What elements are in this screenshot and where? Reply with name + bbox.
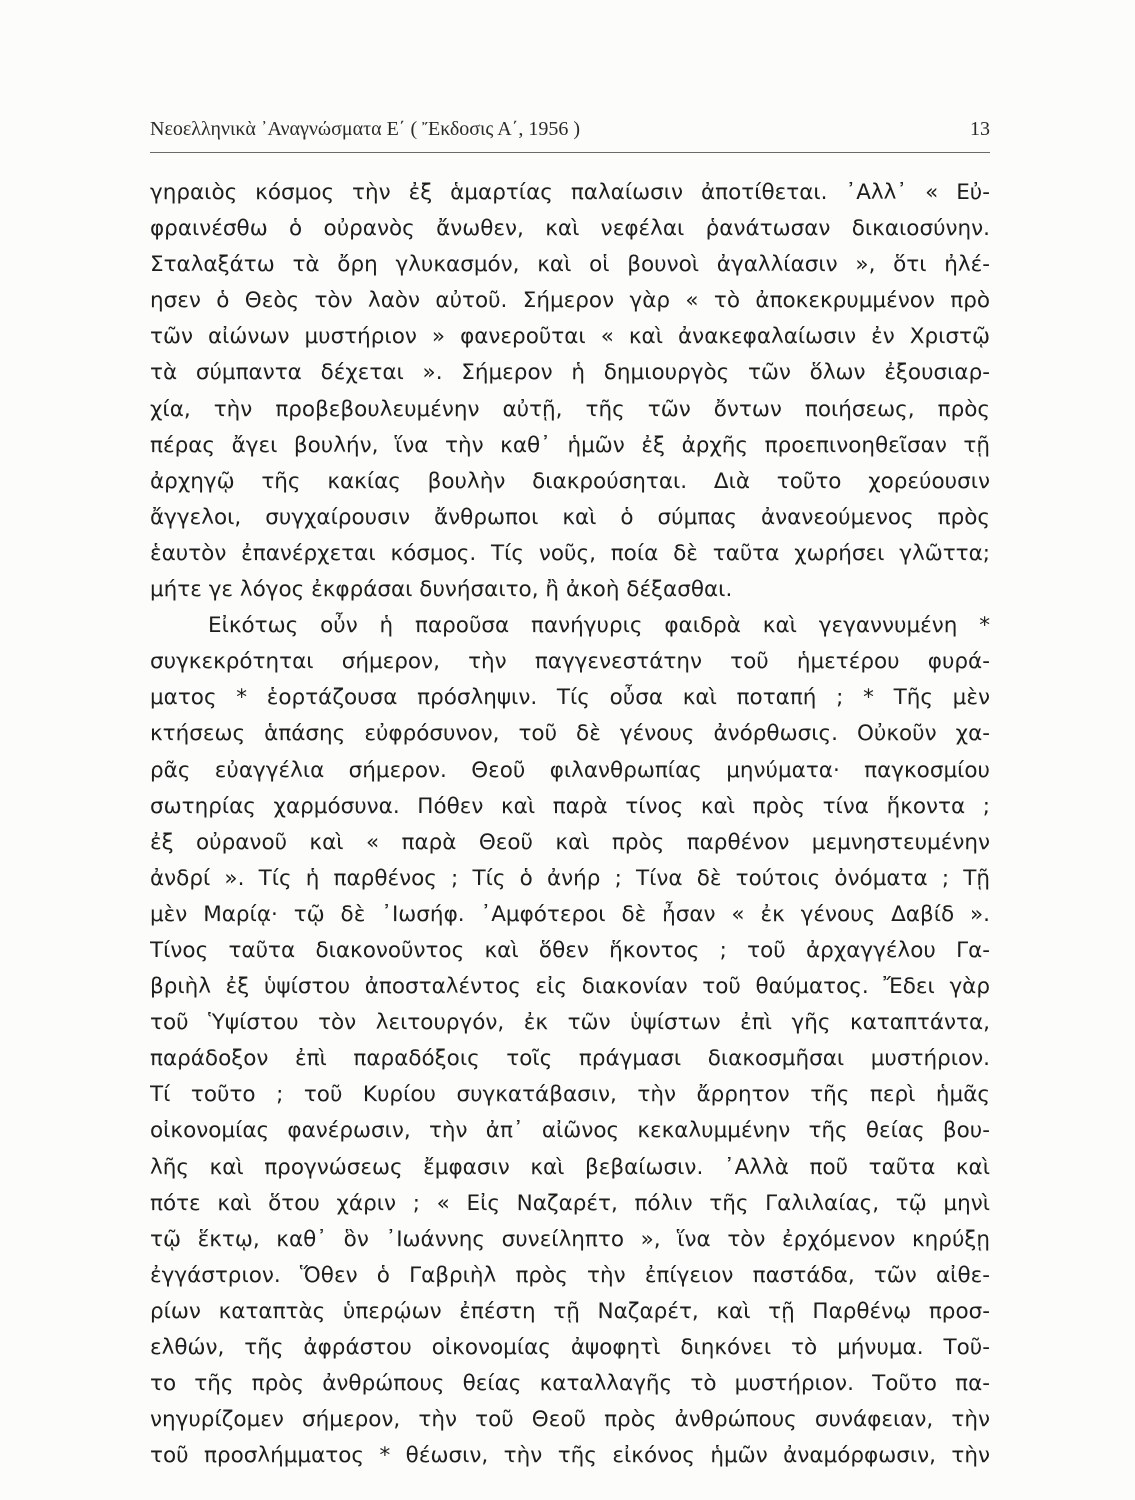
text-line: ἀνδρί ». Τίς ἡ παρθένος ; Τίς ὁ ἀνήρ ; Τίνα δὲ τούτοις ὀνόματα ; Τῇ bbox=[150, 865, 990, 891]
text-line: ματος * ἑορτάζουσα πρόσληψιν. Τίς οὖσα καὶ ποταπή ; * Τῆς μὲν bbox=[150, 685, 990, 711]
text-line: ἄγγελοι, συγχαίρουσιν ἄνθρωποι καὶ ὁ σύμπας ἀνανεούμενος πρὸς bbox=[150, 504, 990, 530]
text-line: λῆς καὶ προγνώσεως ἔμφασιν καὶ βεβαίωσιν. ᾿Αλλὰ ποῦ ταῦτα καὶ bbox=[150, 1154, 990, 1180]
text-line: Εἰκότως οὖν ἡ παροῦσα πανήγυρις φαιδρὰ καὶ γεγαννυμένη * bbox=[208, 613, 990, 639]
text-line: χία, τὴν προβεβουλευμένην αὐτῇ, τῆς τῶν ὄντων ποιήσεως, πρὸς bbox=[150, 396, 990, 422]
text-line: τοῦ Ὑψίστου τὸν λειτουργόν, ἐκ τῶν ὑψίστων ἐπὶ γῆς καταπτάντα, bbox=[150, 1010, 990, 1036]
running-header bbox=[150, 118, 990, 154]
text-line: τῷ ἕκτῳ, καθ᾿ ὃν ᾿Ιωάννης συνείληπτο », ἵνα τὸν ἐρχόμενον κηρύξῃ bbox=[150, 1226, 990, 1252]
running-header-title: Νεοελληνικὰ ᾿Αναγνώσματα Ε΄ ( Ἔκδοσις Α΄, 1956 ) bbox=[150, 118, 581, 140]
text-line: Σταλαξάτω τὰ ὄρη γλυκασμόν, καὶ οἱ βουνοὶ ἀγαλλίασιν », ὅτι ἠλέ- bbox=[150, 252, 990, 278]
text-line: οἰκονομίας φανέρωσιν, τὴν ἀπ᾿ αἰῶνος κεκαλυμμένην τῆς θείας βου- bbox=[150, 1118, 990, 1144]
text-line: μὲν Μαρίᾳ· τῷ δὲ ᾿Ιωσήφ. ᾿Αμφότεροι δὲ ἦσαν « ἐκ γένους Δαβίδ ». bbox=[150, 901, 990, 927]
text-line: βριὴλ ἐξ ὑψίστου ἀποσταλέντος εἰς διακονίαν τοῦ θαύματος. Ἔδει γὰρ bbox=[150, 974, 990, 1000]
text-line: ἐγγάστριον. Ὅθεν ὁ Γαβριὴλ πρὸς τὴν ἐπίγειον παστάδα, τῶν αἰθε- bbox=[150, 1262, 990, 1288]
text-line: παράδοξον ἐπὶ παραδόξοις τοῖς πράγμασι διακοσμῆσαι μυστήριον. bbox=[150, 1046, 990, 1072]
body-text bbox=[150, 175, 990, 1474]
text-line: νηγυρίζομεν σήμερον, τὴν τοῦ Θεοῦ πρὸς ἀνθρώπους συνάφειαν, τὴν bbox=[150, 1407, 990, 1433]
text-line: πέρας ἄγει βουλήν, ἵνα τὴν καθ᾿ ἡμῶν ἐξ ἀρχῆς προεπινοηθεῖσαν τῇ bbox=[150, 432, 990, 458]
text-line: φραινέσθω ὁ οὐρανὸς ἄνωθεν, καὶ νεφέλαι ῥανάτωσαν δικαιοσύνην. bbox=[150, 216, 990, 242]
text-line: κτήσεως ἁπάσης εὐφρόσυνον, τοῦ δὲ γένους ἀνόρθωσις. Οὐκοῦν χα- bbox=[150, 721, 990, 747]
text-line: σωτηρίας χαρμόσυνα. Πόθεν καὶ παρὰ τίνος καὶ πρὸς τίνα ἥκοντα ; bbox=[150, 793, 990, 819]
text-line: το τῆς πρὸς ἀνθρώπους θείας καταλλαγῆς τὸ μυστήριον. Τοῦτο πα- bbox=[150, 1371, 990, 1397]
text-line: Τίνος ταῦτα διακονοῦντος καὶ ὅθεν ἥκοντος ; τοῦ ἀρχαγγέλου Γα- bbox=[150, 937, 990, 963]
text-line: ελθών, τῆς ἀφράστου οἰκονομίας ἀψοφητὶ διηκόνει τὸ μήνυμα. Τοῦ- bbox=[150, 1335, 990, 1360]
text-line: Τί τοῦτο ; τοῦ Κυρίου συγκατάβασιν, τὴν ἄρρητον τῆς περὶ ἡμᾶς bbox=[150, 1082, 990, 1108]
text-line: ρίων καταπτὰς ὑπερῴων ἐπέστη τῇ Ναζαρέτ, καὶ τῇ Παρθένῳ προσ- bbox=[150, 1298, 990, 1324]
text-line: ρᾶς εὐαγγέλια σήμερον. Θεοῦ φιλανθρωπίας μηνύματα· παγκοσμίου bbox=[150, 757, 990, 783]
text-line: ἑαυτὸν ἐπανέρχεται κόσμος. Τίς νοῦς, ποία δὲ ταῦτα χωρήσει γλῶττα; bbox=[150, 540, 990, 566]
text-line: τοῦ προσλήμματος * θέωσιν, τὴν τῆς εἰκόνος ἡμῶν ἀναμόρφωσιν, τὴν bbox=[150, 1443, 990, 1469]
page-number: 13 bbox=[970, 118, 990, 140]
text-line: ἀρχηγῷ τῆς κακίας βουλὴν διακρούσηται. Διὰ τοῦτο χορεύουσιν bbox=[150, 468, 990, 494]
text-line: τὰ σύμπαντα δέχεται ». Σήμερον ἡ δημιουργὸς τῶν ὅλων ἐξουσιαρ- bbox=[150, 360, 990, 386]
text-line: μήτε γε λόγος ἐκφράσαι δυνήσαιτο, ἢ ἀκοὴ δέξασθαι. bbox=[150, 577, 733, 603]
text-line: ησεν ὁ Θεὸς τὸν λαὸν αὐτοῦ. Σήμερον γὰρ « τὸ ἀποκεκρυμμένον πρὸ bbox=[150, 288, 990, 314]
text-line: πότε καὶ ὅτου χάριν ; « Εἰς Ναζαρέτ, πόλιν τῆς Γαλιλαίας, τῷ μηνὶ bbox=[150, 1190, 990, 1216]
text-line: τῶν αἰώνων μυστήριον » φανεροῦται « καὶ ἀνακεφαλαίωσιν ἐν Χριστῷ bbox=[150, 324, 990, 350]
text-line: συγκεκρότηται σήμερον, τὴν παγγενεστάτην τοῦ ἡμετέρου φυρά- bbox=[150, 649, 990, 675]
header-rule bbox=[150, 152, 990, 153]
text-line: ἐξ οὐρανοῦ καὶ « παρὰ Θεοῦ καὶ πρὸς παρθένον μεμνηστευμένην bbox=[150, 829, 990, 855]
text-line: γηραιὸς κόσμος τὴν ἐξ ἁμαρτίας παλαίωσιν ἀποτίθεται. ᾿Αλλ᾿ « Εὐ- bbox=[150, 180, 990, 205]
